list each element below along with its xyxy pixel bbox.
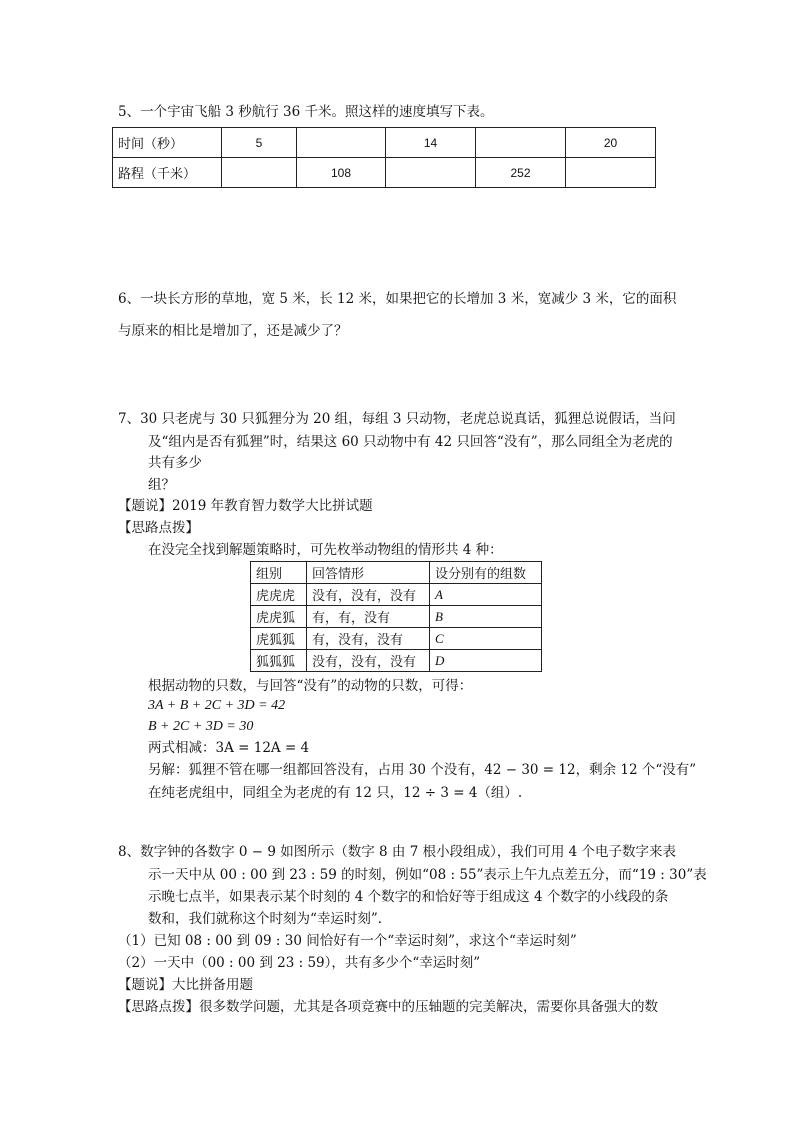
q7-source: 【题说】2019 年教育智力数学大比拼试题: [118, 498, 373, 514]
table-cell: 有，没有，没有: [307, 628, 430, 650]
table-cell: 108: [297, 158, 386, 188]
case-table: [250, 561, 542, 672]
q8-line3: 示晚七点半，如果表示某个时刻的 4 个数字的和恰好等于组成这 4 个数字的小线段的条: [148, 889, 669, 905]
table-cell: 没有，没有，没有: [307, 650, 430, 672]
table-cell: B: [430, 606, 542, 628]
table-cell: A: [430, 584, 542, 606]
table-cell: 5: [222, 128, 297, 158]
q8-sub-2: （2）一天中（00 : 00 到 23 : 59），共有多少个“幸运时刻”: [118, 955, 481, 971]
table-row: [113, 128, 656, 158]
q8-line1: 8、数字钟的各数字 0 − 9 如图所示（数字 8 由 7 根小段组成），我们可用 4 个电子数字来表: [118, 844, 677, 860]
table-cell: C: [430, 628, 542, 650]
q6-line1: 6、一块长方形的草地，宽 5 米，长 12 米，如果把它的长增加 3 米，宽减少 3 米，它的面积: [118, 291, 677, 307]
q7-after-table: 根据动物的只数，与回答“没有”的动物的只数，可得：: [148, 678, 473, 694]
table-cell: 路程（千米）: [113, 158, 222, 188]
q7-hint-intro: 在没完全找到解题策略时，可先枚举动物组的情形共 4 种：: [148, 542, 503, 558]
table-header-cell: 组别: [251, 562, 307, 584]
table-cell: [476, 128, 566, 158]
table-header-row: [251, 562, 542, 584]
q7-line2: 及“组内是否有狐狸”时，结果这 60 只动物中有 42 只回答“没有”，那么同组全为老虎的: [148, 434, 673, 450]
table-cell: [386, 158, 476, 188]
table-row: [251, 650, 542, 672]
q7-line3: 共有多少: [148, 455, 202, 471]
table-row: [251, 584, 542, 606]
table-cell: 20: [566, 128, 656, 158]
table-cell: [297, 128, 386, 158]
table-cell: 没有，没有，没有: [307, 584, 430, 606]
q8-sub-1: （1）已知 08 : 00 到 09 : 30 间恰好有一个“幸运时刻”，求这个“幸运时刻”: [118, 933, 577, 949]
q8-line2: 示一天中从 00 : 00 到 23 : 59 的时刻，例如“08 : 55”表示上午九点差五分，而“19 : 30”表: [148, 867, 707, 883]
table-cell: 252: [476, 158, 566, 188]
table-cell: 狐狐狐: [251, 650, 307, 672]
table-cell: 虎虎虎: [251, 584, 307, 606]
q7-alt-2: 在纯老虎组中，同组全为老虎的有 12 只，12 ÷ 3 = 4（组）.: [148, 785, 523, 801]
table-cell: D: [430, 650, 542, 672]
table-cell: 虎虎狐: [251, 606, 307, 628]
q6-line2: 与原来的相比是增加了，还是减少了？: [118, 323, 348, 339]
q7-equation-1: 3A + B + 2C + 3D = 42: [148, 698, 286, 713]
q7-equation-2: B + 2C + 3D = 30: [148, 719, 254, 734]
table-row: [113, 158, 656, 188]
q7-line1: 7、30 只老虎与 30 只狐狸分为 20 组，每组 3 只动物，老虎总说真话，狐狸总说假话，当问: [118, 411, 676, 427]
table-cell: [222, 158, 297, 188]
q8-hint: 【思路点拨】很多数学问题，尤其是各项竞赛中的压轴题的完美解决，需要你具备强大的数: [118, 999, 658, 1015]
q8-source: 【题说】大比拼备用题: [118, 977, 253, 993]
table-header-cell: 回答情形: [307, 562, 430, 584]
table-row: [251, 628, 542, 650]
table-row: [251, 606, 542, 628]
q8-line4: 数和，我们就称这个时刻为“幸运时刻”．: [148, 911, 392, 927]
q7-hint-label: 【思路点拨】: [118, 520, 199, 536]
speed-table: [112, 127, 656, 188]
table-cell: 虎狐狐: [251, 628, 307, 650]
q7-subtract: 两式相减：3A = 12A = 4: [148, 740, 310, 756]
table-cell: 时间（秒）: [113, 128, 222, 158]
q5-title: 5、一个宇宙飞船 3 秒航行 36 千米。照这样的速度填写下表。: [118, 104, 494, 120]
table-cell: [566, 158, 656, 188]
table-cell: 14: [386, 128, 476, 158]
table-cell: 有，有，没有: [307, 606, 430, 628]
table-header-cell: 设分别有的组数: [430, 562, 542, 584]
q7-line4: 组？: [148, 477, 175, 493]
q7-alt-1: 另解：狐狸不管在哪一组都回答没有，占用 30 个没有，42 − 30 = 12，剩余 12 个“没有”: [148, 762, 697, 778]
